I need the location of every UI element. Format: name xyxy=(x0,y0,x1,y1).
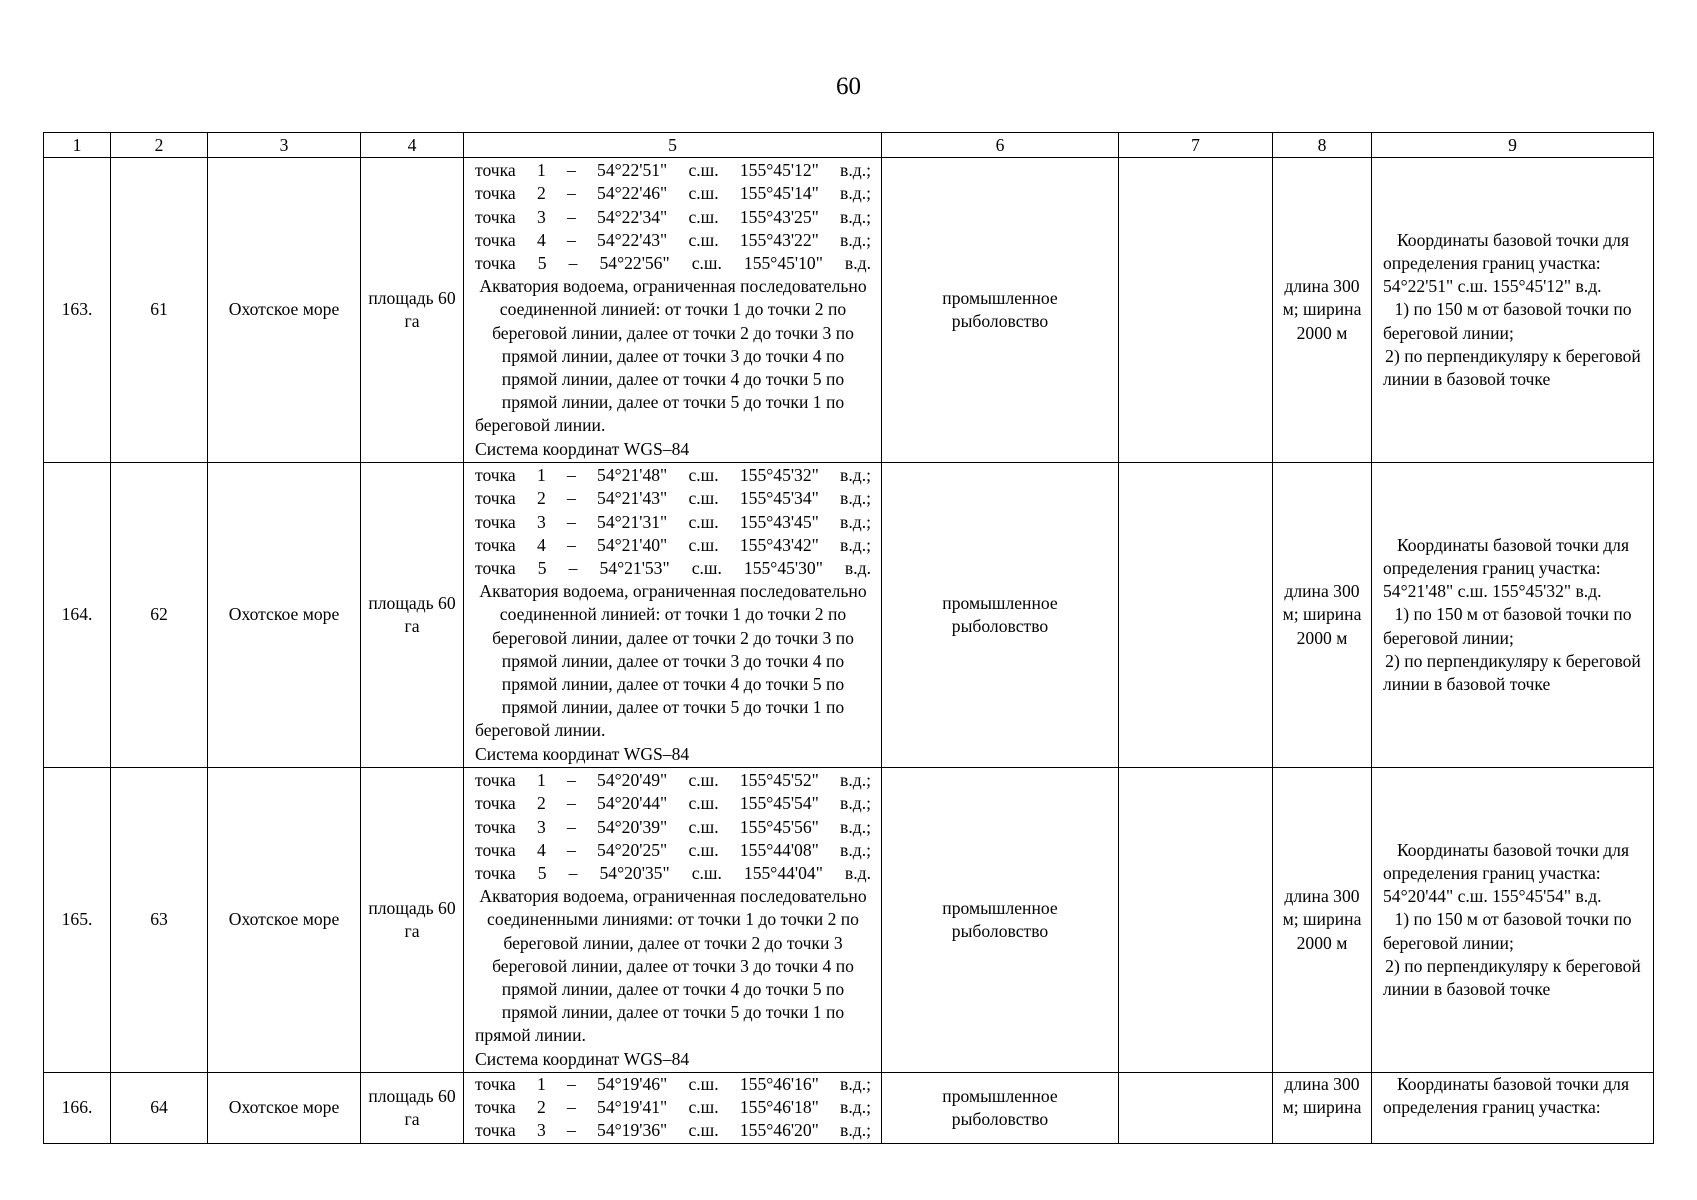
site-size: длина 300 м; ширина 2000 м xyxy=(1273,158,1372,463)
site-area: площадь 60 га xyxy=(361,768,464,1073)
note-heading: Координаты базовой точки для определения границ участка: xyxy=(1383,229,1630,273)
purpose: промышленное рыболовство xyxy=(882,1073,1119,1144)
row-number: 163. xyxy=(44,158,111,463)
site-area: площадь 60 га xyxy=(361,463,464,768)
boundary-text: Акватория водоема, ограниченная последовательно соединенной линией: от точки 1 до точки 2 по береговой линии, далее от точки 2 до точки 3 по прямой линии, далее от точки 3 до точки 4 по прямой линии, далее от точки 4 до точки 5 по прямой линии, далее от точки 5 до точки 1 по береговой линии. xyxy=(475,276,867,436)
note xyxy=(1372,1073,1654,1144)
column-header: 7 xyxy=(1119,133,1273,158)
site-number: 62 xyxy=(111,463,208,768)
site-size: длина 300 м; ширина xyxy=(1273,1073,1372,1144)
boundary-description xyxy=(464,768,882,1073)
boundary-point: точка 2 – 54°22'46" с.ш. 155°45'14" в.д.; xyxy=(475,183,871,204)
boundary-point: точка 3 – 54°21'31" с.ш. 155°43'45" в.д.; xyxy=(475,511,871,532)
table-row xyxy=(44,463,1654,768)
boundary-description xyxy=(464,1073,882,1144)
site-size: длина 300 м; ширина 2000 м xyxy=(1273,463,1372,768)
table-row xyxy=(44,1073,1654,1144)
column-header: 1 xyxy=(44,133,111,158)
column-header: 3 xyxy=(208,133,361,158)
boundary-point: точка 1 – 54°20'49" с.ш. 155°45'52" в.д.; xyxy=(475,770,871,791)
boundary-point: точка 1 – 54°19'46" с.ш. 155°46'16" в.д.; xyxy=(475,1074,871,1094)
boundary-point: точка 5 – 54°20'35" с.ш. 155°44'04" в.д. xyxy=(475,862,871,883)
boundary-point: точка 3 – 54°22'34" с.ш. 155°43'25" в.д.; xyxy=(475,206,871,227)
boundary-point: точка 2 – 54°21'43" с.ш. 155°45'34" в.д.; xyxy=(475,488,871,509)
note-item: 2) по перпендикуляру к береговой линии в базовой точке xyxy=(1383,955,1641,999)
row-number: 166. xyxy=(44,1073,111,1144)
coordinate-system: Система координат WGS–84 xyxy=(475,438,690,459)
page-number: 60 xyxy=(836,73,861,100)
note-item: 1) по 150 м от базовой точки по береговой линии; xyxy=(1383,909,1632,953)
note-item: 2) по перпендикуляру к береговой линии в базовой точке xyxy=(1383,345,1641,389)
purpose: промышленное рыболовство xyxy=(882,158,1119,463)
boundary-point: точка 5 – 54°21'53" с.ш. 155°45'30" в.д. xyxy=(475,557,871,578)
site-size: длина 300 м; ширина 2000 м xyxy=(1273,768,1372,1073)
water-body: Охотское море xyxy=(208,158,361,463)
boundary-point: точка 3 – 54°20'39" с.ш. 155°45'56" в.д.; xyxy=(475,816,871,837)
note-heading: Координаты базовой точки для определения границ участка: xyxy=(1383,839,1630,883)
header-row xyxy=(44,133,1654,158)
water-body: Охотское море xyxy=(208,1073,361,1144)
site-area: площадь 60 га xyxy=(361,158,464,463)
boundary-description xyxy=(464,463,882,768)
boundary-point: точка 1 – 54°22'51" с.ш. 155°45'12" в.д.; xyxy=(475,160,871,181)
note xyxy=(1372,463,1654,768)
water-body: Охотское море xyxy=(208,768,361,1073)
note-heading: Координаты базовой точки для определения границ участка: xyxy=(1383,534,1630,578)
boundary-text: Акватория водоема, ограниченная последовательно соединенными линиями: от точки 1 до точки 2 по береговой линии, далее от точки 2 до точки 3 береговой линии, далее от точки 3 до точки 4 по прямой линии, далее от точки 4 до точки 5 по прямой линии, далее от точки 5 до точки 1 по прямой линии. xyxy=(475,886,867,1046)
site-area: площадь 60 га xyxy=(361,1073,464,1144)
row-number: 164. xyxy=(44,463,111,768)
column-7 xyxy=(1119,158,1273,463)
column-header: 6 xyxy=(882,133,1119,158)
note-item: 2) по перпендикуляру к береговой линии в базовой точке xyxy=(1383,650,1641,694)
note-item: 1) по 150 м от базовой точки по береговой линии; xyxy=(1383,299,1632,343)
note xyxy=(1372,768,1654,1073)
column-7 xyxy=(1119,768,1273,1073)
coordinate-system: Система координат WGS–84 xyxy=(475,1048,690,1069)
site-number: 64 xyxy=(111,1073,208,1144)
boundary-point: точка 2 – 54°20'44" с.ш. 155°45'54" в.д.; xyxy=(475,793,871,814)
boundary-description xyxy=(464,158,882,463)
boundary-point: точка 2 – 54°19'41" с.ш. 155°46'18" в.д.; xyxy=(475,1097,871,1118)
row-number: 165. xyxy=(44,768,111,1073)
sites-table xyxy=(43,132,1654,1144)
note-item: 1) по 150 м от базовой точки по береговой линии; xyxy=(1383,604,1632,648)
table-row xyxy=(44,158,1654,463)
coordinate-system: Система координат WGS–84 xyxy=(475,743,690,764)
site-number: 63 xyxy=(111,768,208,1073)
boundary-point: точка 1 – 54°21'48" с.ш. 155°45'32" в.д.; xyxy=(475,465,871,486)
column-7 xyxy=(1119,1073,1273,1144)
boundary-point: точка 3 – 54°19'36" с.ш. 155°46'20" в.д.; xyxy=(475,1120,871,1141)
purpose: промышленное рыболовство xyxy=(882,768,1119,1073)
site-number: 61 xyxy=(111,158,208,463)
boundary-point: точка 4 – 54°20'25" с.ш. 155°44'08" в.д.; xyxy=(475,839,871,860)
column-header: 2 xyxy=(111,133,208,158)
boundary-text: Акватория водоема, ограниченная последовательно соединенной линией: от точки 1 до точки 2 по береговой линии, далее от точки 2 до точки 3 по прямой линии, далее от точки 3 до точки 4 по прямой линии, далее от точки 4 до точки 5 по прямой линии, далее от точки 5 до точки 1 по береговой линии. xyxy=(475,581,867,741)
boundary-point: точка 4 – 54°22'43" с.ш. 155°43'22" в.д.; xyxy=(475,229,871,250)
column-header: 8 xyxy=(1273,133,1372,158)
note-heading: Координаты базовой точки для определения границ участка: xyxy=(1383,1074,1630,1118)
column-7 xyxy=(1119,463,1273,768)
water-body: Охотское море xyxy=(208,463,361,768)
column-header: 5 xyxy=(464,133,882,158)
note-coordinate: 54°20'44" с.ш. 155°45'54" в.д. xyxy=(1383,886,1602,907)
note-coordinate: 54°21'48" с.ш. 155°45'32" в.д. xyxy=(1383,581,1602,602)
purpose: промышленное рыболовство xyxy=(882,463,1119,768)
boundary-point: точка 4 – 54°21'40" с.ш. 155°43'42" в.д.; xyxy=(475,534,871,555)
note-coordinate: 54°22'51" с.ш. 155°45'12" в.д. xyxy=(1383,276,1602,297)
note xyxy=(1372,158,1654,463)
column-header: 9 xyxy=(1372,133,1654,158)
table-row xyxy=(44,768,1654,1073)
boundary-point: точка 5 – 54°22'56" с.ш. 155°45'10" в.д. xyxy=(475,252,871,273)
column-header: 4 xyxy=(361,133,464,158)
